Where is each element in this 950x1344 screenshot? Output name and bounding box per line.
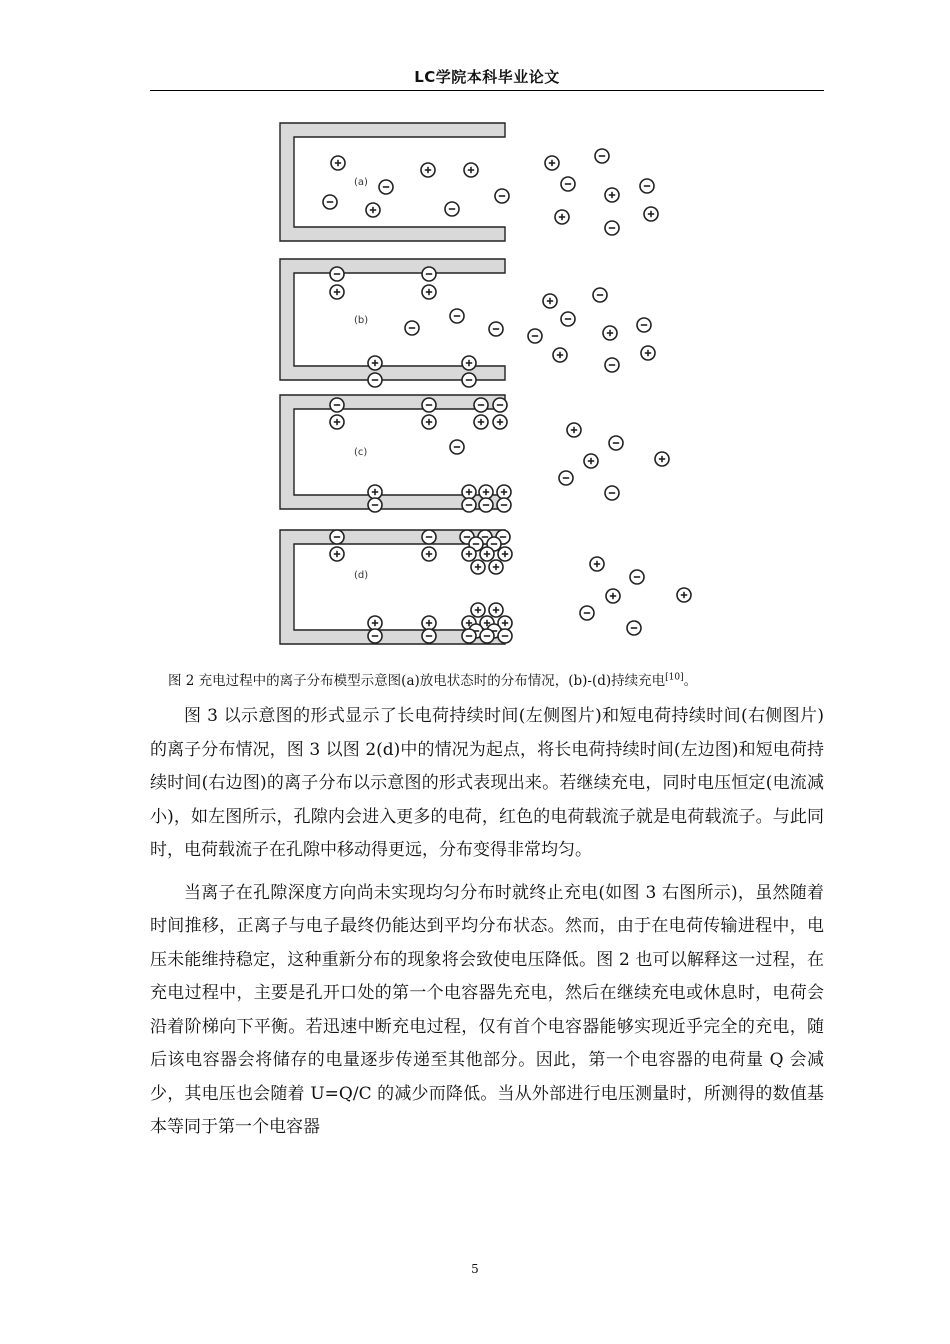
positive-ion: [677, 588, 691, 602]
negative-ion: [422, 530, 436, 544]
positive-ion: [422, 415, 436, 429]
negative-ion: [330, 398, 344, 412]
positive-ion: [474, 415, 488, 429]
negative-ion: [368, 498, 382, 512]
negative-ion: [528, 329, 542, 343]
positive-ion: [553, 348, 567, 362]
negative-ion: [605, 221, 619, 235]
body-text: [150, 700, 824, 1154]
panel-label-c: (c): [354, 447, 368, 458]
negative-ion: [561, 312, 575, 326]
positive-ion: [422, 285, 436, 299]
ion-distribution-figure: [270, 115, 700, 655]
positive-ion: [462, 356, 476, 370]
negative-ion: [497, 498, 511, 512]
positive-ion: [493, 415, 507, 429]
negative-ion: [462, 373, 476, 387]
positive-ion: [567, 423, 581, 437]
positive-ion: [606, 589, 620, 603]
negative-ion: [640, 179, 654, 193]
positive-ion: [331, 156, 345, 170]
positive-ion: [368, 485, 382, 499]
negative-ion: [605, 486, 619, 500]
paragraph-2: 当离子在孔隙深度方向尚未实现均匀分布时就终止充电(如图 3 右图所示)，虽然随着时间推移，正离子与电子最终仍能达到平均分布状态。然而，由于在电荷传输进程中，电压未能维持稳定，这种重新分布的现象将会致使电压降低。图 2 也可以解释这一过程，在充电过程中，主要是孔开口处的第一个电容器先充电，然后在继续充电或休息时，电荷会沿着阶梯向下平衡。若迅速中断充电过程，仅有首个电容器能够实现近乎完全的充电，随后该电容器会将储存的电量逐步传递至其他部分。因此，第一个电容器的电荷量 Q 会减少，其电压也会随着 U=Q/C 的减少而降低。当从外部进行电压测量时，所测得的数值基本等同于第一个电容器: [150, 882, 824, 1137]
negative-ion: [462, 629, 476, 643]
positive-ion: [584, 454, 598, 468]
negative-ion: [609, 436, 623, 450]
positive-ion: [497, 485, 511, 499]
negative-ion: [450, 309, 464, 323]
positive-ion: [422, 547, 436, 561]
positive-ion: [464, 163, 478, 177]
negative-ion: [368, 629, 382, 643]
pore-wall-a: [280, 123, 505, 241]
positive-ion: [368, 616, 382, 630]
negative-ion: [368, 373, 382, 387]
page-number: 5: [471, 1262, 479, 1276]
positive-ion: [555, 210, 569, 224]
positive-ion: [489, 603, 503, 617]
positive-ion: [330, 415, 344, 429]
negative-ion: [330, 267, 344, 281]
positive-ion: [543, 294, 557, 308]
negative-ion: [495, 189, 509, 203]
positive-ion: [366, 203, 380, 217]
caption-reference: [10]: [665, 672, 684, 683]
negative-ion: [330, 530, 344, 544]
negative-ion: [630, 570, 644, 584]
positive-ion: [545, 156, 559, 170]
positive-ion: [471, 560, 485, 574]
negative-ion: [445, 202, 459, 216]
negative-ion: [593, 288, 607, 302]
positive-ion: [330, 285, 344, 299]
negative-ion: [422, 267, 436, 281]
negative-ion: [405, 321, 419, 335]
panel-a: [280, 123, 658, 241]
negative-ion: [422, 629, 436, 643]
ion-distribution-diagram: [270, 115, 700, 655]
negative-ion: [462, 498, 476, 512]
negative-ion: [595, 149, 609, 163]
positive-ion: [498, 547, 512, 561]
panel-d: [280, 530, 691, 644]
positive-ion: [368, 356, 382, 370]
panel-label-a: (a): [354, 177, 368, 188]
caption-end: 。: [683, 673, 698, 689]
negative-ion: [580, 606, 594, 620]
caption-text: 图 2 充电过程中的离子分布模型示意图(a)放电状态时的分布情况，(b)-(d)持续充电: [168, 673, 666, 689]
running-header: LC学院本科毕业论文: [414, 68, 560, 86]
panel-label-b: (b): [354, 315, 369, 326]
negative-ion: [627, 621, 641, 635]
negative-ion: [323, 195, 337, 209]
figure-caption: [168, 669, 848, 689]
positive-ion: [603, 326, 617, 340]
header-rule: [150, 90, 824, 91]
positive-ion: [641, 346, 655, 360]
positive-ion: [590, 557, 604, 571]
positive-ion: [480, 547, 494, 561]
negative-ion: [559, 471, 573, 485]
negative-ion: [474, 398, 488, 412]
negative-ion: [605, 358, 619, 372]
positive-ion: [644, 207, 658, 221]
negative-ion: [561, 177, 575, 191]
positive-ion: [462, 547, 476, 561]
negative-ion: [637, 318, 651, 332]
positive-ion: [605, 188, 619, 202]
positive-ion: [422, 616, 436, 630]
positive-ion: [655, 452, 669, 466]
positive-ion: [421, 163, 435, 177]
positive-ion: [479, 485, 493, 499]
panel-c: [280, 395, 669, 512]
positive-ion: [471, 603, 485, 617]
negative-ion: [489, 322, 503, 336]
positive-ion: [330, 547, 344, 561]
paragraph-1: 图 3 以示意图的形式显示了长电荷持续时间(左侧图片)和短电荷持续时间(右侧图片)的离子分布情况，图 3 以图 2(d)中的情况为起点，将长电荷持续时间(左边图)和短电荷持续时间(右边图)的离子分布以示意图的形式表现出来。若继续充电，同时电压恒定(电流减小)，如左图所示，孔隙内会进入更多的电荷，红色的电荷载流子就是电荷载流子。与此同时，电荷载流子在孔隙中移动得更远，分布变得非常均匀。: [150, 706, 824, 860]
positive-ion: [462, 485, 476, 499]
panel-b: [280, 259, 655, 387]
negative-ion: [480, 629, 494, 643]
negative-ion: [493, 398, 507, 412]
negative-ion: [422, 398, 436, 412]
positive-ion: [489, 560, 503, 574]
negative-ion: [379, 180, 393, 194]
negative-ion: [479, 498, 493, 512]
negative-ion: [450, 440, 464, 454]
negative-ion: [498, 629, 512, 643]
panel-label-d: (d): [354, 570, 369, 581]
